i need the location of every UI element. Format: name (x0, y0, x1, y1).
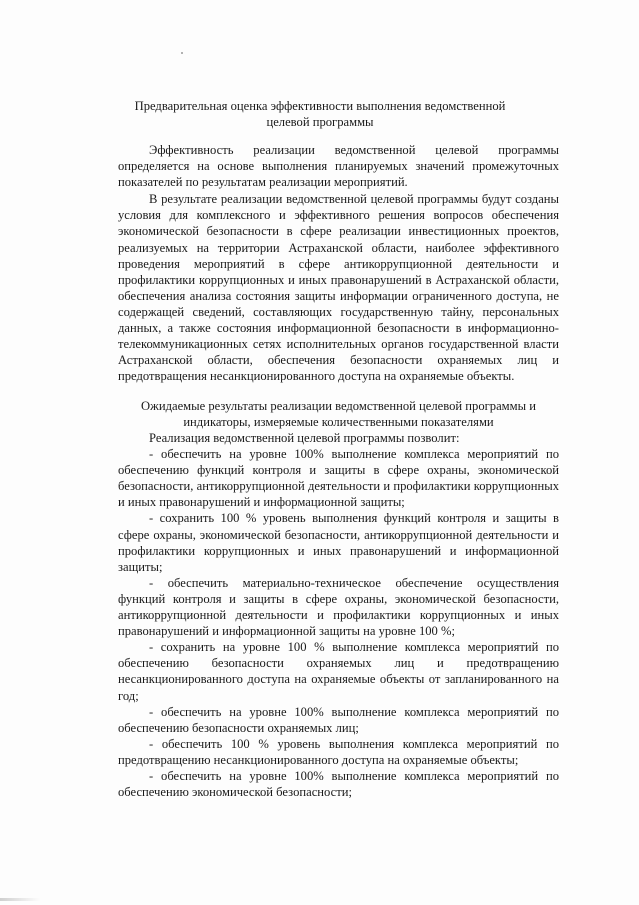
results-item: - обеспечить 100 % уровень выполнения комплекса мероприятий по предотвращению несанкционированного доступа на охраняемые объекты; (118, 736, 559, 767)
scan-speck (181, 52, 183, 54)
results-item: - обеспечить на уровне 100% выполнение комплекса мероприятий по обеспечению экономической безопасности; (118, 768, 559, 800)
results-heading: Ожидаемые результаты реализации ведомственной целевой программы и индикаторы, измеряемые количественными показателями (141, 399, 536, 429)
results-item: - обеспечить на уровне 100% выполнение комплекса мероприятий по обеспечению функций контроля и защиты в сфере охраны, экономической безопасности, антикоррупционной деятельности и профилактики коррупционных и иных правонарушений и информационной защиты; (118, 447, 559, 510)
results-item: - сохранить на уровне 100 % выполнение комплекса мероприятий по обеспечению безопасности охраняемых лиц и предотвращению несанкционированного доступа на охраняемые объекты от запланированного на год; (118, 640, 559, 703)
scan-edge-mark (0, 898, 40, 901)
results-item: - обеспечить материально-техническое обеспечение осуществления функций контроля и защиты в сфере охраны, экономической безопасности, антикоррупционной деятельности и профилактики коррупционных и иных правонарушений и информационной защиты на уровне 100 %; (118, 575, 559, 639)
results-item: - обеспечить на уровне 100% выполнение комплекса мероприятий по обеспечению безопасности охраняемых лиц; (118, 704, 559, 735)
results-lead: Реализация ведомственной целевой программы позволит: (149, 431, 460, 445)
intro-paragraph: Эффективность реализации ведомственной целевой программы определяется на основе выполнения планируемых значений промежуточных показателей по результатам реализации мероприятий. (118, 143, 559, 190)
intro-paragraph: В результате реализации ведомственной целевой программы будут созданы условия для комплексного и эффективного решения вопросов обеспечения экономической безопасности в сфере реализации инвестиционных проектов, реализуемых на территории Астраханской области, наиболее эффективного проведения мероприятий в сфере антикоррупционной деятельности и профилактики коррупционных и иных правонарушений в Астраханской области, обеспечения анализа состояния защиты информации ограниченного доступа, не содержащей сведений, составляющих государственную тайну, персональных данных, а также состояния информационной безопасности в информационно-телекоммуникационных сетях исполнительных органов государственной власти Астраханской области, обеспечения безопасности охраняемых лиц и предотвращения несанкционированного доступа на охраняемые объекты. (118, 192, 559, 384)
intro-section (118, 142, 559, 384)
results-item: - сохранить 100 % уровень выполнения функций контроля и защиты в сфере охраны, экономической безопасности, антикоррупционной деятельности и профилактики коррупционных и иных правонарушений и информационной защиты; (118, 511, 559, 574)
document-title: Предварительная оценка эффективности выполнения ведомственной целевой программы (134, 99, 506, 129)
results-section (118, 430, 559, 800)
